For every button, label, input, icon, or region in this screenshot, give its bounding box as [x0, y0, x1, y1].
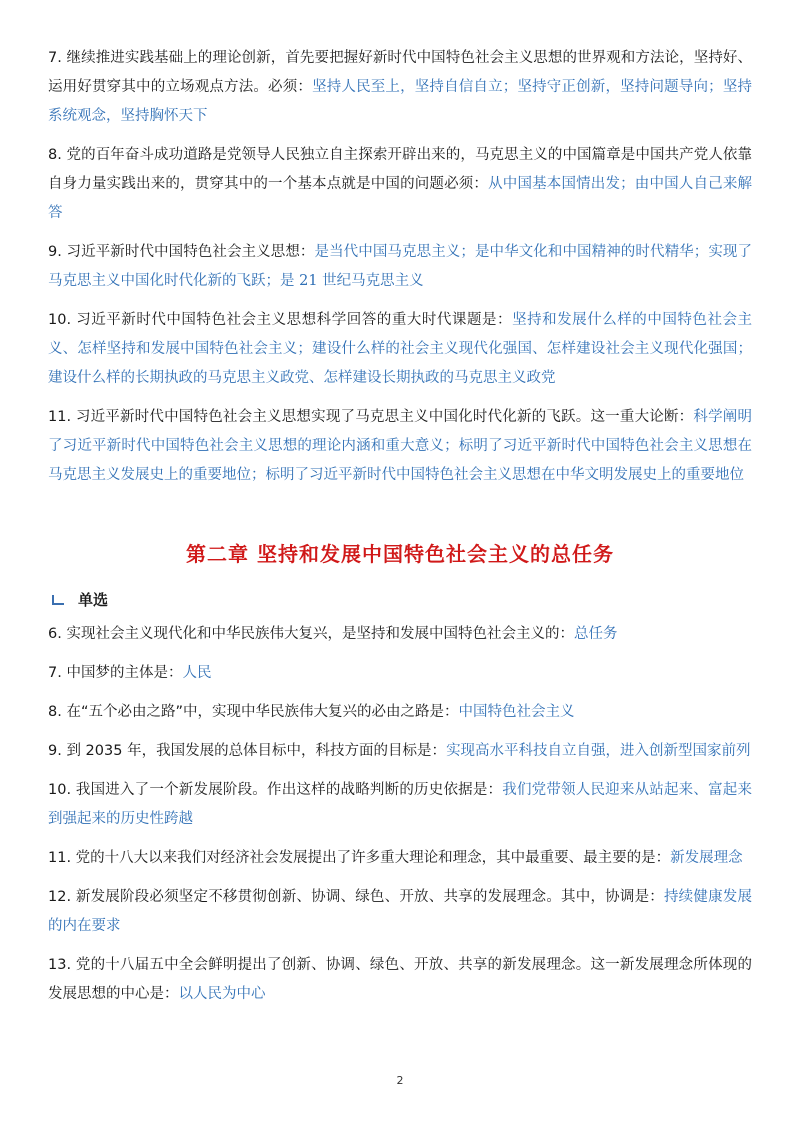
answer-text: 从中国基本国情出发；由中国人自己来解答 [48, 176, 753, 221]
question-item: 12. 新发展阶段必须坚定不移贯彻创新、协调、绿色、开放、共享的发展理念。其中，协调是：持续健康发展的内在要求 [48, 889, 752, 934]
question-item: 7. 继续推进实践基础上的理论创新，首先要把握好新时代中国特色社会主义思想的世界观和方法论，坚持好、运用好贯穿其中的立场观点方法。必须：坚持人民至上，坚持自信自立；坚持守正创新，坚持问题导向；坚持系统观念，坚持胸怀天下 [48, 50, 752, 124]
question-item: 7. 中国梦的主体是：人民 [48, 665, 212, 681]
answer-text: 坚持和发展什么样的中国特色社会主义、怎样坚持和发展中国特色社会主义；建设什么样的社会主义现代化强国、怎样建设社会主义现代化强国；建设什么样的长期执政的马克思主义政党、怎样建设长期执政的马克思主义政党 [48, 312, 753, 386]
answer-text: 是当代中国马克思主义；是中华文化和中国精神的时代精华；实现了马克思主义中国化时代化新的飞跃；是 21 世纪马克思主义 [48, 244, 752, 289]
answer-text: 科学阐明了习近平新时代中国特色社会主义思想的理论内涵和重大意义；标明了习近平新时代中国特色社会主义思想在马克思主义发展史上的重要地位；标明了习近平新时代中国特色社会主义思想在中华文明发展史上的重要地位 [48, 409, 752, 483]
answer-text: 实现高水平科技自立自强，进入创新型国家前列 [446, 743, 751, 759]
question-item: 8. 在“五个必由之路”中，实现中华民族伟大复兴的必由之路是：中国特色社会主义 [48, 704, 575, 720]
answer-text: 总任务 [573, 626, 618, 642]
answer-text: 坚持人民至上，坚持自信自立；坚持守正创新，坚持问题导向；坚持系统观念，坚持胸怀天下 [48, 79, 752, 124]
answer-text: 以人民为中心 [178, 986, 266, 1002]
question-item: 13. 党的十八届五中全会鲜明提出了创新、协调、绿色、开放、共享的新发展理念。这一新发展理念所体现的发展思想的中心是：以人民为中心 [48, 957, 752, 1002]
question-item: 10. 我国进入了一个新发展阶段。作出这样的战略判断的历史依据是：我们党带领人民迎来从站起来、富起来到强起来的历史性跨越 [48, 782, 752, 827]
page-number: 2 [396, 1074, 404, 1087]
question-item: 9. 习近平新时代中国特色社会主义思想：是当代中国马克思主义；是中华文化和中国精神的时代精华；实现了马克思主义中国化时代化新的飞跃；是 21 世纪马克思主义 [48, 244, 752, 289]
question-item: 6. 实现社会主义现代化和中华民族伟大复兴，是坚持和发展中国特色社会主义的：总任务 [48, 626, 618, 642]
answer-text: 我们党带领人民迎来从站起来、富起来到强起来的历史性跨越 [48, 782, 752, 827]
question-item: 11. 习近平新时代中国特色社会主义思想实现了马克思主义中国化时代化新的飞跃。这一重大论断：科学阐明了习近平新时代中国特色社会主义思想的理论内涵和重大意义；标明了习近平新时代中国特色社会主义思想在马克思主义发展史上的重要地位；标明了习近平新时代中国特色社会主义思想在中华文明发展史上的重要地位 [48, 409, 752, 483]
section-header [48, 589, 752, 610]
chapter-title: 第二章 坚持和发展中国特色社会主义的总任务 [186, 542, 614, 566]
bracket-icon [52, 595, 64, 605]
answer-text: 中国特色社会主义 [458, 704, 575, 720]
answer-text: 人民 [182, 665, 212, 681]
answer-text: 持续健康发展的内在要求 [48, 889, 752, 934]
question-item: 11. 党的十八大以来我们对经济社会发展提出了许多重大理论和理念，其中最重要、最主要的是：新发展理念 [48, 850, 743, 866]
section-label: 单选 [78, 591, 109, 609]
question-item: 8. 党的百年奋斗成功道路是党领导人民独立自主探索开辟出来的，马克思主义的中国篇章是中国共产党人依靠自身力量实践出来的，贯穿其中的一个基本点就是中国的问题必须：从中国基本国情出发；由中国人自己来解答 [48, 147, 753, 221]
question-item: 10. 习近平新时代中国特色社会主义思想科学回答的重大时代课题是：坚持和发展什么样的中国特色社会主义、怎样坚持和发展中国特色社会主义；建设什么样的社会主义现代化强国、怎样建设社会主义现代化强国；建设什么样的长期执政的马克思主义政党、怎样建设长期执政的马克思主义政党 [48, 312, 753, 386]
question-block-1 [48, 44, 752, 490]
question-item: 9. 到 2035 年，我国发展的总体目标中，科技方面的目标是：实现高水平科技自立自强，进入创新型国家前列 [48, 743, 751, 759]
document-page [48, 44, 752, 1019]
answer-text: 新发展理念 [670, 850, 743, 866]
question-block-2 [48, 620, 752, 1009]
